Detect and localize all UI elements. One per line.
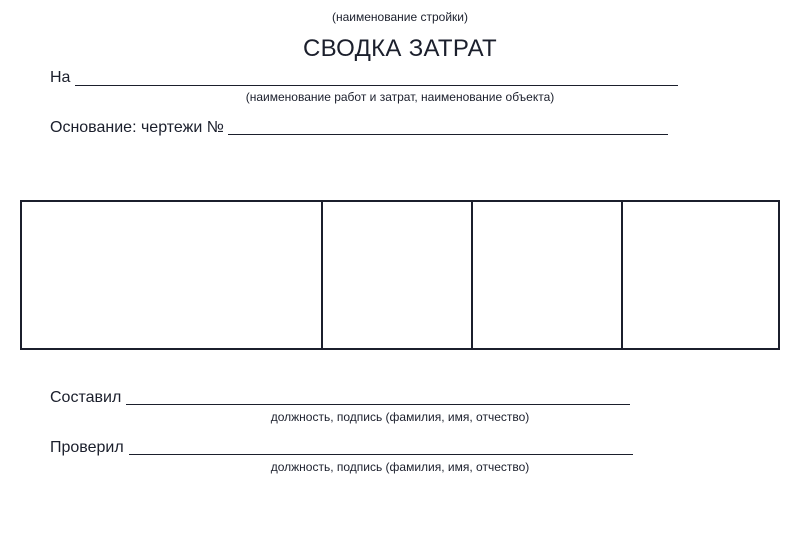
compiled-by-underline	[126, 404, 630, 405]
basis-field-underline	[228, 134, 668, 135]
on-field-underline	[75, 85, 678, 86]
compiled-by-caption: должность, подпись (фамилия, имя, отчество)	[270, 410, 530, 424]
table-column-divider	[621, 202, 623, 348]
basis-field-label: Основание: чертежи №	[50, 119, 224, 136]
checked-by-caption: должность, подпись (фамилия, имя, отчество)	[270, 460, 530, 474]
checked-by-underline	[129, 454, 633, 455]
construction-name-caption: (наименование стройки)	[332, 10, 468, 24]
checked-by-label: Проверил	[50, 439, 124, 456]
document-title: СВОДКА ЗАТРАТ	[303, 35, 497, 62]
compiled-by-label: Составил	[50, 389, 122, 406]
on-field-label: На	[50, 69, 71, 86]
table-column-divider	[321, 202, 323, 348]
table-column-divider	[471, 202, 473, 348]
cost-summary-table	[20, 200, 780, 350]
on-field-caption: (наименование работ и затрат, наименование объекта)	[245, 90, 555, 104]
